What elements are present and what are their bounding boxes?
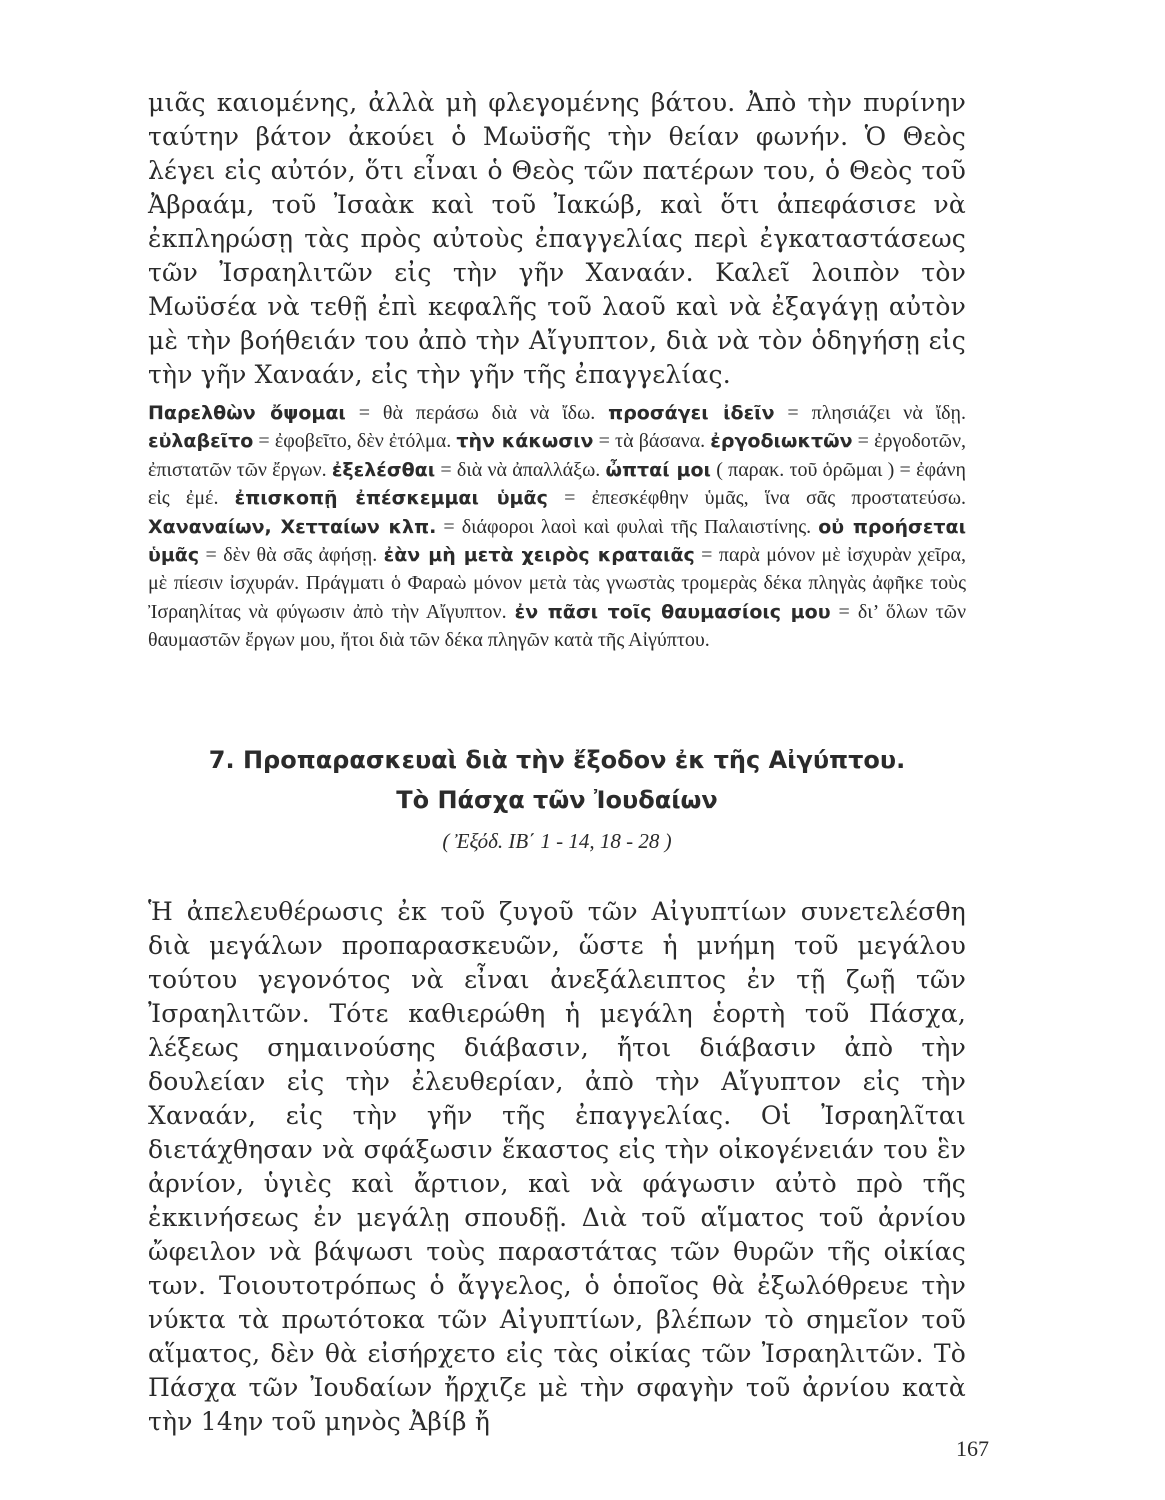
glossary-entry — [456, 430, 710, 452]
chapter-title-line-1: 7. Προπαρασκευαὶ διὰ τὴν ἔξοδον ἐκ τῆς Αἰγύπτου. — [208, 746, 906, 774]
glossary-entry — [235, 487, 966, 509]
glossary — [148, 399, 966, 655]
page-number: 167 — [956, 1436, 989, 1461]
glossary-entry — [608, 402, 966, 424]
glossary-definition: = διάφοροι λαοὶ καὶ φυλαὶ τῆς Παλαιστίνης. — [436, 515, 819, 538]
glossary-definition: = ἐφοβεῖτο, δὲν ἐτόλμα. — [253, 430, 457, 453]
chapter-title — [148, 740, 966, 820]
glossary-term: ὦπταί μοι — [605, 458, 711, 481]
glossary-entry — [148, 402, 608, 424]
glossary-term: εὐλαβεῖτο — [148, 430, 254, 453]
scripture-reference: ( Ἐξόδ. ΙΒ΄ 1 - 14, 18 - 28 ) — [442, 829, 672, 853]
glossary-entry — [148, 430, 456, 452]
glossary-definition: = ἐργοδοτῶν, ἐπιστατῶν τῶν ἔργων. — [148, 430, 966, 481]
glossary-term: ἐργοδιωκτῶν — [710, 430, 853, 453]
glossary-definition: = πλησιάζει νὰ ἴδῃ. — [774, 402, 966, 424]
glossary-term: Παρελθὼν ὄψομαι — [148, 402, 346, 424]
glossary-term: ἐὰν μὴ μετὰ χειρὸς κραταιᾶς — [383, 544, 695, 567]
glossary-term: ἐν πᾶσι τοῖς θαυμασίοις μου — [514, 600, 831, 623]
glossary-definition: = ἐπεσκέφθην ὑμᾶς, ἵνα σᾶς προστατεύσω. — [547, 487, 967, 510]
intro-paragraph: μιᾶς καιομένης, ἀλλὰ μὴ φλεγομένης βάτου. Ἀπὸ τὴν πυρίνην ταύτην βάτον ἀκούει ὁ Μωϋσῆς τὴν θείαν φωνήν. Ὁ Θεὸς λέγει εἰς αὐτόν, ὅτι εἶναι ὁ Θεὸς τῶν πατέρων του, ὁ Θεὸς τοῦ Ἀβραάμ, τοῦ Ἰσαὰκ καὶ τοῦ Ἰακώβ, καὶ ὅτι ἀπεφάσισε νὰ ἐκπληρώσῃ τὰς πρὸς αὐτοὺς ἐπαγγελίας περὶ ἐγκαταστάσεως τῶν Ἰσραηλιτῶν εἰς τὴν γῆν Χαναάν. Καλεῖ λοιπὸν τὸν Μωϋσέα νὰ τεθῇ ἐπὶ κεφαλῆς τοῦ λαοῦ καὶ νὰ ἐξαγάγῃ αὐτὸν μὲ τὴν βοήθειάν του ἀπὸ τὴν Αἴγυπτον, διὰ νὰ τὸν ὁδηγήσῃ εἰς τὴν γῆν Χαναάν, εἰς τὴν γῆν τῆς ἐπαγγελίας. — [148, 88, 966, 389]
glossary-definition: = παρὰ μόνον μὲ ἰσχυρὰν χεῖρα, μὲ πίεσιν ἰσχυράν. Πράγματι ὁ Φαραὼ μόνον μετὰ τὰς γνωστὰς τρομερὰς δέκα πληγὰς ἀφῆκε τοὺς Ἰσραηλίτας νὰ φύγωσιν ἀπὸ τὴν Αἴγυπτον. — [148, 544, 966, 623]
glossary-term: οὐ προήσεται ὑμᾶς — [148, 515, 966, 567]
glossary-term: Χαναναίων, Χετταίων κλπ. — [148, 515, 437, 538]
glossary-term: τὴν κάκωσιν — [456, 430, 594, 453]
glossary-term: ἐπισκοπῇ ἐπέσκεμμαι ὑμᾶς — [234, 487, 548, 510]
glossary-definition: = δὲν θὰ σᾶς ἀφήσῃ. — [199, 544, 384, 567]
glossary-term: ἐξελέσθαι — [331, 458, 436, 481]
glossary-definition: = θὰ περάσω διὰ νὰ ἴδω. — [345, 402, 609, 424]
chapter-body: Ἡ ἀπελευθέρωσις ἐκ τοῦ ζυγοῦ τῶν Αἰγυπτίων συνετελέσθη διὰ μεγάλων προπαρασκευῶν, ὥστε ἡ μνήμη τοῦ μεγάλου τούτου γεγονότος νὰ εἶναι ἀνεξάλειπτος ἐν τῇ ζωῇ τῶν Ἰσραηλιτῶν. Τότε καθιερώθη ἡ μεγάλη ἑορτὴ τοῦ Πάσχα, λέξεως σημαινούσης διάβασιν, ἤτοι διάβασιν ἀπὸ τὴν δουλείαν εἰς τὴν ἐλευθερίαν, ἀπὸ τὴν Αἴγυπτον εἰς τὴν Χαναάν, εἰς τὴν γῆν τῆς ἐπαγγελίας. Οἱ Ἰσραηλῖται διετάχθησαν νὰ σφάξωσιν ἕκαστος εἰς τὴν οἰκογένειάν του ἓν ἀρνίον, ὑγιὲς καὶ ἄρτιον, καὶ νὰ φάγωσιν αὐτὸ πρὸ τῆς ἐκκινήσεως ἐν μεγάλῃ σπουδῇ. Διὰ τοῦ αἵματος τοῦ ἀρνίου ὤφειλον νὰ βάψωσι τοὺς παραστάτας τῶν θυρῶν τῆς οἰκίας των. Τοιουτοτρόπως ὁ ἄγγελος, ὁ ὁποῖος θὰ ἐξωλόθρευε τὴν νύκτα τὰ πρωτότοκα τῶν Αἰγυπτίων, βλέπων τὸ σημεῖον τοῦ αἵματος, δὲν θὰ εἰσήρχετο εἰς τὰς οἰκίας τῶν Ἰσραηλιτῶν. Τὸ Πάσχα τῶν Ἰουδαίων ἤρχιζε μὲ τὴν σφαγὴν τοῦ ἀρνίου κατὰ τὴν 14ην τοῦ μηνὸς Ἀβίβ ἤ — [148, 897, 966, 1436]
glossary-entry — [148, 516, 818, 538]
glossary-definition: = τὰ βάσανα. — [593, 430, 711, 453]
glossary-definition: ( παρακ. τοῦ ὁρῶμαι ) = ἐφάνη εἰς ἐμέ. — [148, 458, 966, 510]
glossary-term: προσάγει ἰδεῖν — [608, 402, 775, 424]
glossary-definition: = διὰ νὰ ἀπαλλάξω. — [435, 458, 606, 481]
chapter-title-line-2: Τὸ Πάσχα τῶν Ἰουδαίων — [396, 786, 718, 814]
glossary-entry — [332, 459, 606, 481]
glossary-definition: = δι’ ὅλων τῶν θαυμαστῶν ἔργων μου, ἤτοι διὰ τῶν δέκα πληγῶν κατὰ τῆς Αἰγύπτου. — [148, 600, 966, 652]
